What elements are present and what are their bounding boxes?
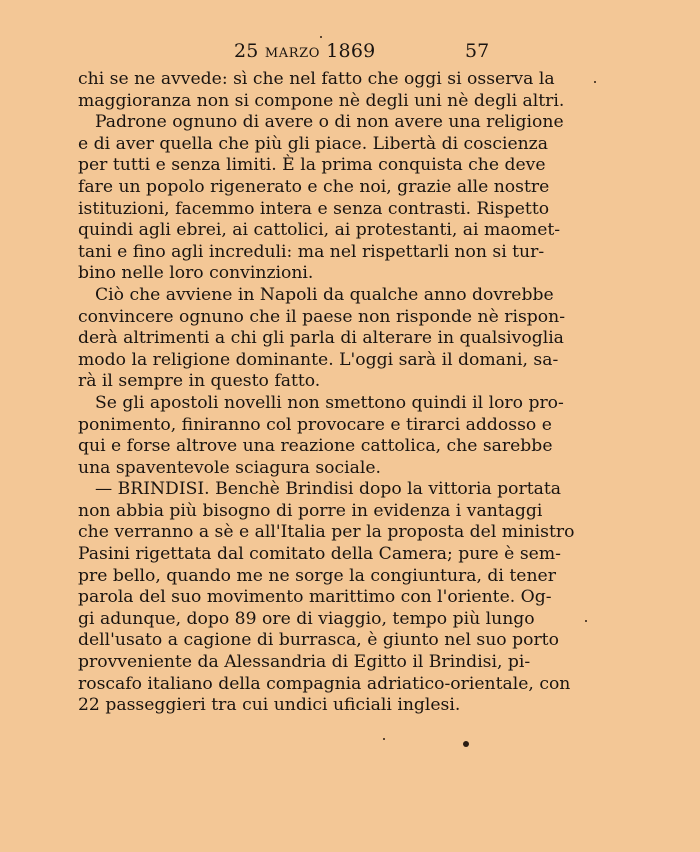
text-line: ponimento, finiranno col provocare e tirarci addosso e — [78, 414, 552, 435]
text-line: Se gli apostoli novelli non smettono quindi il loro pro- — [95, 392, 564, 413]
text-line: Padrone ognuno di avere o di non avere una religione — [95, 112, 564, 133]
text-line: gi adunque, dopo 89 ore di viaggio, tempo più lungo — [78, 608, 535, 629]
header-date-month: MARZO — [264, 46, 321, 61]
text-line: non abbia più bisogno di porre in evidenza i vantaggi — [78, 500, 543, 521]
text-line: convincere ognuno che il paese non risponde nè rispon- — [78, 306, 566, 327]
page-number: 57 — [465, 40, 490, 62]
text-line: istituzioni, facemmo intera e senza contrasti. Rispetto — [78, 198, 550, 219]
text-line: roscafo italiano della compagnia adriatico-orientale, con — [78, 673, 571, 694]
text-line: bino nelle loro convinzioni. — [78, 263, 314, 284]
ink-speck — [594, 81, 596, 83]
header-date-day: 25 — [234, 40, 259, 62]
text-line: quindi agli ebrei, ai cattolici, ai protestanti, ai maomet- — [78, 220, 561, 241]
text-line: che verranno a sè e all'Italia per la proposta del ministro — [78, 522, 575, 543]
header-date — [234, 40, 375, 62]
ink-speck — [463, 741, 469, 747]
text-line: pre bello, quando me ne sorge la congiuntura, di tener — [78, 565, 556, 586]
text-line: Pasini rigettata dal comitato della Camera; pure è sem- — [78, 544, 561, 565]
text-line: fare un popolo rigenerato e che noi, grazie alle nostre — [78, 176, 550, 197]
body-text — [78, 69, 575, 717]
ink-speck — [320, 36, 322, 38]
text-line: qui e forse altrove una reazione cattolica, che sarebbe — [78, 436, 553, 457]
ink-speck — [383, 738, 385, 740]
text-line: dell'usato a cagione di burrasca, è giunto nel suo porto — [78, 630, 559, 651]
ink-speck — [585, 620, 587, 622]
text-line: rà il sempre in questo fatto. — [78, 371, 321, 392]
text-line: una spaventevole sciagura sociale. — [78, 457, 381, 478]
text-line: chi se ne avvede: sì che nel fatto che oggi si osserva la — [78, 69, 555, 89]
text-line: per tutti e senza limiti. È la prima conquista che deve — [78, 155, 546, 176]
header-date-year: 1869 — [326, 40, 376, 62]
text-line: Ciò che avviene in Napoli da qualche anno dovrebbe — [95, 284, 554, 305]
text-line: modo la religione dominante. L'oggi sarà il domani, sa- — [78, 349, 559, 370]
running-header — [0, 40, 700, 66]
text-line: e di aver quella che più gli piace. Libertà di coscienza — [78, 133, 548, 154]
text-line: tani e fino agli increduli: ma nel rispettarli non si tur- — [78, 241, 545, 262]
text-line: parola del suo movimento marittimo con l'oriente. Og- — [78, 587, 552, 608]
text-line: — BRINDISI. Benchè Brindisi dopo la vittoria portata — [95, 479, 562, 500]
text-line: 22 passeggieri tra cui undici uficiali inglesi. — [78, 695, 461, 716]
text-line: derà altrimenti a chi gli parla di alterare in qualsivoglia — [78, 328, 564, 349]
text-line: maggioranza non si compone nè degli uni nè degli altri. — [78, 90, 565, 111]
text-line: provveniente da Alessandria di Egitto il Brindisi, pi- — [78, 652, 531, 673]
